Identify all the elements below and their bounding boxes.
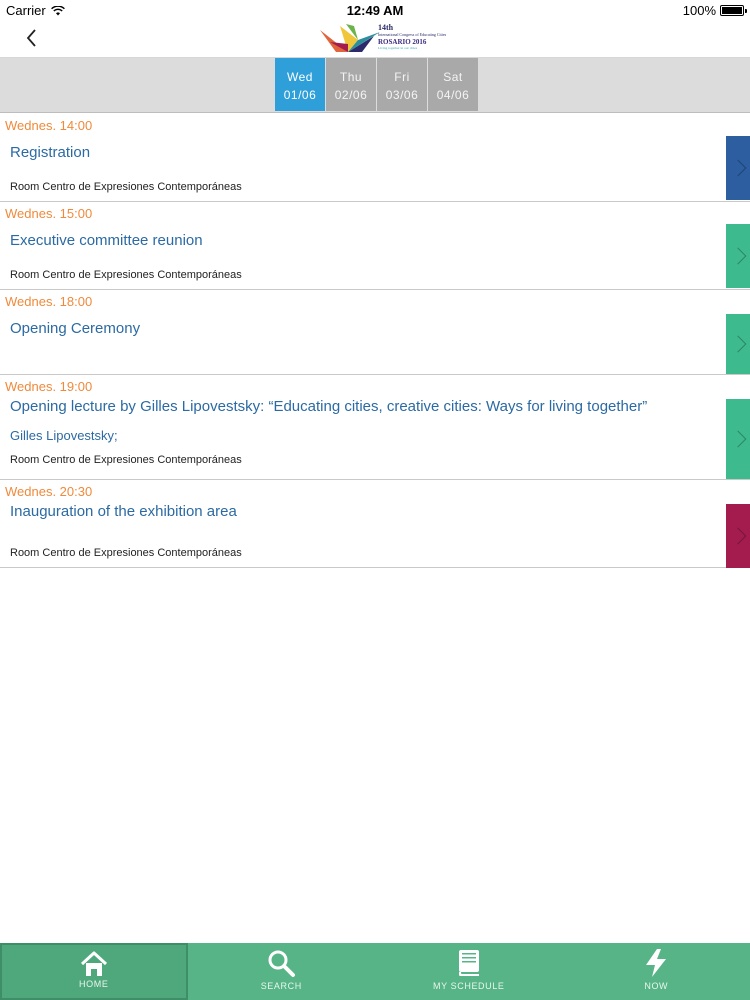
logo-text bbox=[378, 24, 448, 51]
book-icon bbox=[456, 948, 482, 978]
chevron-right-icon bbox=[730, 336, 747, 353]
status-time: 12:49 AM bbox=[346, 3, 404, 18]
status-bar bbox=[0, 0, 750, 20]
session-room: Room Centro de Expresiones Contemporáneas bbox=[10, 454, 242, 466]
battery-icon bbox=[720, 5, 744, 16]
tab-my-schedule[interactable] bbox=[375, 943, 563, 1000]
battery-status bbox=[683, 3, 744, 18]
session-time: Wednes. 15:00 bbox=[5, 206, 93, 221]
chevron-right-icon bbox=[730, 160, 747, 177]
schedule-item[interactable] bbox=[0, 480, 750, 568]
day-tabs bbox=[275, 58, 479, 111]
day-tab-sat[interactable] bbox=[428, 58, 478, 111]
tab-label: MY SCHEDULE bbox=[433, 981, 505, 991]
tab-label: NOW bbox=[644, 981, 669, 991]
session-room: Room Centro de Expresiones Contemporáneas bbox=[10, 269, 242, 281]
session-title: Registration bbox=[10, 144, 91, 161]
session-room: Room Centro de Expresiones Contemporáneas bbox=[10, 181, 242, 193]
session-detail-button[interactable] bbox=[726, 399, 750, 479]
schedule-item[interactable] bbox=[0, 290, 750, 375]
day-date: 03/06 bbox=[385, 88, 419, 102]
nav-bar bbox=[0, 20, 750, 58]
lightning-icon bbox=[643, 948, 669, 978]
chevron-left-icon bbox=[18, 24, 46, 52]
schedule-item[interactable] bbox=[0, 375, 750, 480]
session-title: Inauguration of the exhibition area bbox=[10, 503, 237, 520]
schedule-list bbox=[0, 114, 750, 568]
day-date: 02/06 bbox=[334, 88, 368, 102]
session-detail-button[interactable] bbox=[726, 136, 750, 200]
chevron-right-icon bbox=[730, 431, 747, 448]
chevron-right-icon bbox=[730, 528, 747, 545]
logo-edition: 14th bbox=[378, 23, 394, 32]
search-icon bbox=[266, 948, 296, 978]
session-speaker[interactable]: Gilles Lipovestsky; bbox=[10, 428, 118, 443]
day-selector bbox=[0, 58, 750, 113]
schedule-item[interactable] bbox=[0, 114, 750, 202]
tab-label: SEARCH bbox=[260, 981, 302, 991]
day-name: Fri bbox=[394, 70, 410, 84]
day-date: 01/06 bbox=[283, 88, 317, 102]
day-name: Thu bbox=[339, 70, 363, 84]
bottom-tab-bar bbox=[0, 943, 750, 1000]
carrier-label: Carrier bbox=[6, 3, 46, 18]
session-title: Executive committee reunion bbox=[10, 232, 203, 249]
tab-label: HOME bbox=[79, 979, 109, 989]
tab-search[interactable] bbox=[188, 943, 376, 1000]
tab-home[interactable] bbox=[0, 943, 188, 1000]
day-tab-fri[interactable] bbox=[377, 58, 427, 111]
day-name: Sat bbox=[443, 70, 463, 84]
paper-boat-icon bbox=[318, 22, 382, 56]
logo-event-name: International Congress of Educating Cities bbox=[378, 32, 447, 37]
home-icon bbox=[79, 950, 109, 978]
back-button[interactable] bbox=[18, 24, 46, 52]
logo-city: ROSARIO 2016 bbox=[378, 38, 427, 46]
battery-percent: 100% bbox=[682, 3, 716, 18]
session-time: Wednes. 18:00 bbox=[5, 294, 93, 309]
schedule-item[interactable] bbox=[0, 202, 750, 290]
chevron-right-icon bbox=[730, 248, 747, 265]
day-name: Wed bbox=[287, 70, 313, 84]
session-detail-button[interactable] bbox=[726, 314, 750, 374]
session-title: Opening Ceremony bbox=[10, 320, 141, 337]
session-room: Room Centro de Expresiones Contemporáneas bbox=[10, 547, 242, 559]
session-detail-button[interactable] bbox=[726, 224, 750, 288]
session-title: Opening lecture by Gilles Lipovestsky: “Educating cities, creative cities: Ways for living together” bbox=[10, 398, 648, 415]
tab-now[interactable] bbox=[563, 943, 750, 1000]
session-time: Wednes. 14:00 bbox=[5, 118, 93, 133]
session-time: Wednes. 20:30 bbox=[5, 484, 93, 499]
session-time: Wednes. 19:00 bbox=[5, 379, 93, 394]
logo-tagline: Living together in our cities bbox=[378, 46, 418, 50]
day-tab-wed[interactable] bbox=[275, 58, 325, 111]
day-tab-thu[interactable] bbox=[326, 58, 376, 111]
session-detail-button[interactable] bbox=[726, 504, 750, 568]
congress-logo bbox=[318, 22, 448, 54]
day-date: 04/06 bbox=[436, 88, 470, 102]
